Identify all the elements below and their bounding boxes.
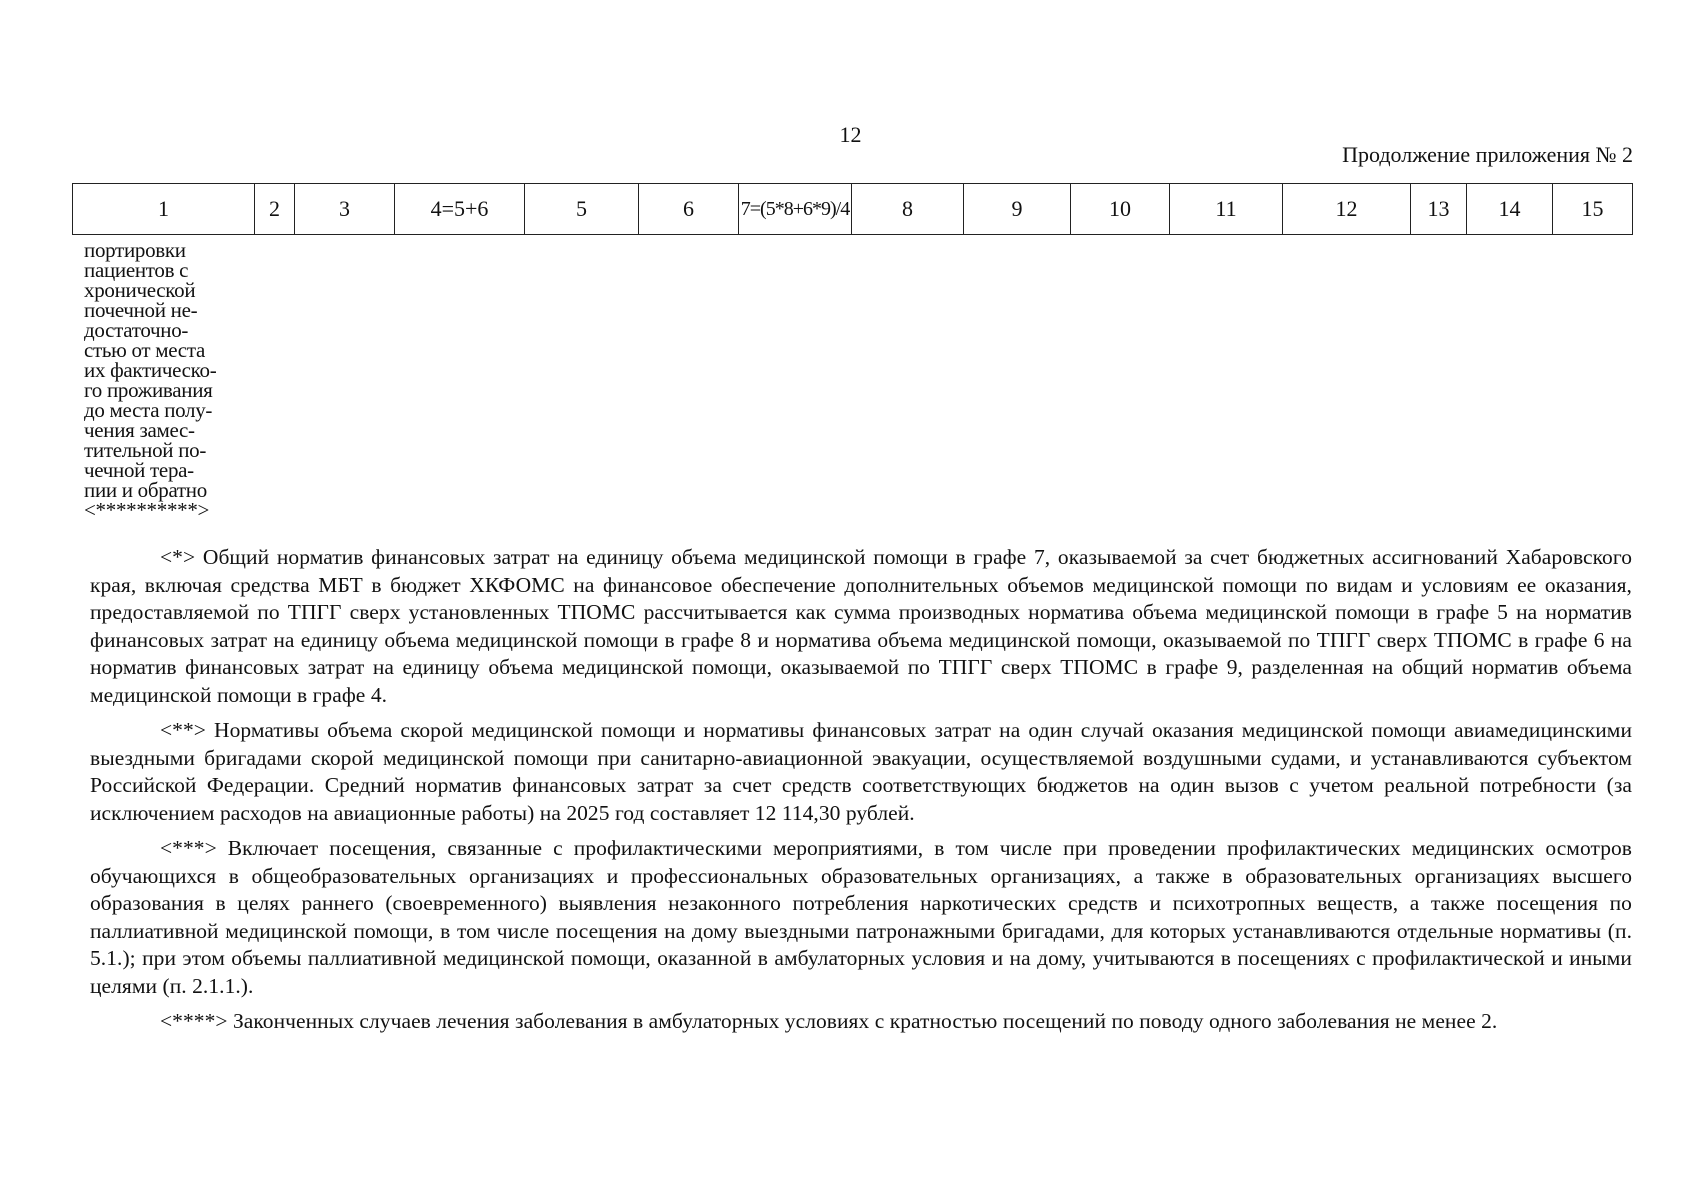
column-header: 1	[73, 184, 255, 235]
column-header: 9	[964, 184, 1071, 235]
page-number: 12	[839, 122, 862, 147]
column-header: 13	[1411, 184, 1467, 235]
column-header: 7=(5*8+6*9)/4	[739, 184, 852, 235]
column-header: 14	[1467, 184, 1553, 235]
row-label-line: тительной по-	[84, 438, 207, 462]
footnote-3: <***> Включает посещения, связанные с профилактическими мероприятиями, в том числе при проведении профилактических медицинских осмотров обучающихся в общеобразовательных организациях и профессиональных образовательных организациях, а также в образовательных организациях высшего образования в целях раннего (своевременного) выявления незаконного потребления наркотических средств и психотропных веществ, а также посещения по паллиативной медицинской помощи, в том числе посещения на дому выездными патронажными бригадами, для которых устанавливаются отдельные нормативы (п. 5.1.); при этом объемы паллиативной медицинской помощи, оказанной в амбулаторных условия и на дому, учитываются в посещениях с профилактической и иными целями (п. 2.1.1.).	[90, 836, 1632, 998]
column-header: 5	[525, 184, 639, 235]
row-label-line: пациентов с	[84, 258, 189, 282]
row-label-line: пии и обратно	[84, 478, 207, 502]
column-header: 2	[255, 184, 295, 235]
row-label-line: почечной не-	[84, 298, 198, 322]
row-label-line: чечной тера-	[84, 458, 194, 482]
column-number-row	[73, 184, 1633, 235]
footnotes	[90, 544, 1632, 1044]
footnote-1: <*> Общий норматив финансовых затрат на единицу объема медицинской помощи в графе 7, оказываемой за счет бюджетных ассигнований Хабаровского края, включая средства МБТ в бюджет ХКФОМС на финансовое обеспечение дополнительных объемов медицинской помощи по видам и условиям ее оказания, предоставляемой по ТПГГ сверх установленных ТПОМС рассчитывается как сумма производных норматива объема медицинской помощи в графе 5 на норматив финансовых затрат на единицу объема медицинской помощи в графе 8 и норматива объема медицинской помощи, оказываемой по ТПГГ сверх ТПОМС в графе 6 на норматив финансовых затрат на единицу объема медицинской помощи, оказываемой по ТПГГ сверх ТПОМС в графе 9, разделенная на общий норматив объема медицинской помощи в графе 4.	[90, 545, 1632, 707]
column-header: 12	[1283, 184, 1411, 235]
row-label-line: их фактическо-	[84, 358, 217, 382]
row-label-line: хронической	[84, 278, 196, 302]
row-label-line: <**********>	[84, 498, 210, 522]
column-number-table	[72, 183, 1633, 235]
column-header: 8	[852, 184, 964, 235]
row-label-line: чения замес-	[84, 418, 195, 442]
row-label-transport	[84, 240, 264, 520]
annex-continuation-title: Продолжение приложения № 2	[1342, 142, 1633, 167]
row-label-line: достаточно-	[84, 318, 189, 342]
row-label-line: стью от места	[84, 338, 205, 362]
row-label-line: до места полу-	[84, 398, 213, 422]
column-header: 6	[639, 184, 739, 235]
column-header: 4=5+6	[395, 184, 525, 235]
row-label-line: портировки	[84, 238, 186, 262]
column-header: 11	[1170, 184, 1283, 235]
row-label-line: го проживания	[84, 378, 213, 402]
column-header: 15	[1553, 184, 1633, 235]
footnote-4: <****> Законченных случаев лечения заболевания в амбулаторных условиях с кратностью посещений по поводу одного заболевания не менее 2.	[160, 1009, 1498, 1033]
column-header: 3	[295, 184, 395, 235]
footnote-2: <**> Нормативы объема скорой медицинской помощи и нормативы финансовых затрат на один случай оказания медицинской помощи авиамедицинскими выездными бригадами скорой медицинской помощи при санитарно-авиационной эвакуации, осуществляемой воздушными судами, и устанавливаются субъектом Российской Федерации. Средний норматив финансовых затрат за счет средств соответствующих бюджетов на один вызов с учетом реальной потребности (за исключением расходов на авиационные работы) на 2025 год составляет 12 114,30 рублей.	[90, 718, 1632, 825]
column-header: 10	[1071, 184, 1170, 235]
